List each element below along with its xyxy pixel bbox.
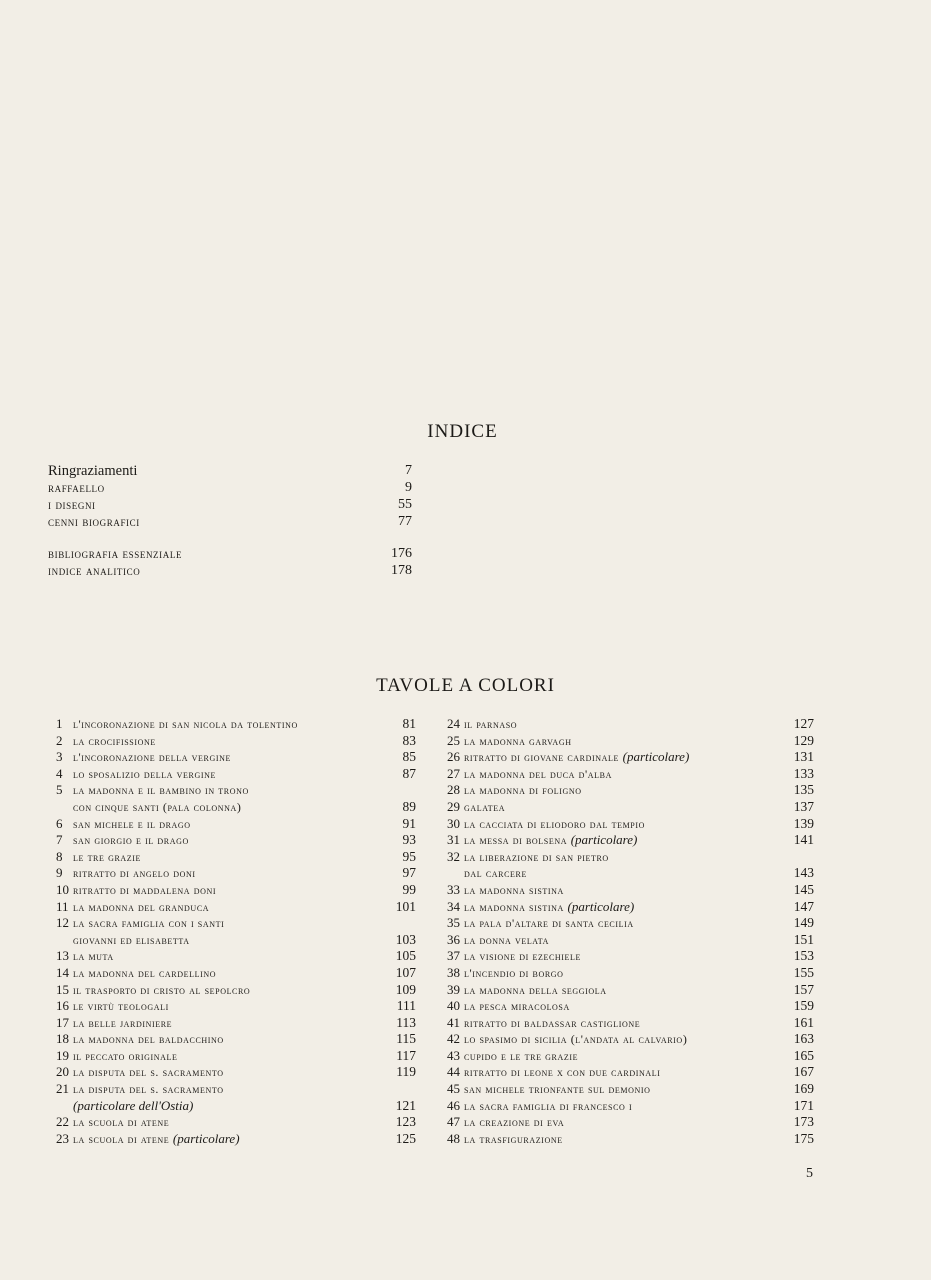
plate-number: 4 — [56, 765, 63, 781]
plate-entry — [447, 1081, 814, 1098]
plate-page: 157 — [793, 981, 814, 997]
plate-page: 147 — [793, 898, 814, 914]
plate-number: 40 — [447, 998, 460, 1014]
plate-title — [464, 915, 774, 932]
plate-entry — [56, 982, 416, 999]
plate-page: 107 — [395, 964, 416, 980]
plate-title-text: la scuola di atene — [73, 1131, 170, 1146]
plate-entry — [447, 1131, 814, 1148]
plate-number: 26 — [447, 749, 460, 765]
plate-page: 85 — [402, 749, 416, 765]
plate-entry — [447, 749, 814, 766]
plate-number: 16 — [56, 998, 69, 1014]
plate-title-text: galatea — [464, 799, 506, 814]
plate-page: 161 — [793, 1014, 814, 1030]
plate-title — [464, 998, 774, 1015]
plate-number: 3 — [56, 749, 63, 765]
plate-number: 41 — [447, 1014, 460, 1030]
plate-number: 2 — [56, 732, 63, 748]
index-entry-label: bibliografia essenziale — [48, 546, 183, 561]
plate-entry — [447, 1114, 814, 1131]
plate-page: 103 — [395, 931, 416, 947]
plate-number: 6 — [56, 815, 63, 831]
plate-number: 35 — [447, 915, 460, 931]
plate-title — [464, 1031, 774, 1048]
plate-entry — [447, 716, 814, 733]
plate-title-text: la sacra famiglia di francesco i — [464, 1098, 633, 1113]
plate-entry — [447, 932, 814, 949]
plate-number: 47 — [447, 1114, 460, 1130]
plate-title-text: ritratto di maddalena doni — [73, 882, 217, 897]
plate-title — [73, 766, 376, 783]
plate-entry — [447, 1064, 814, 1081]
plate-title — [464, 948, 774, 965]
plate-title — [464, 982, 774, 999]
plate-title — [73, 1064, 376, 1081]
plate-title-text: le tre grazie — [73, 849, 142, 864]
index-entry — [48, 562, 412, 579]
plate-title-text: la madonna del cardellino — [73, 965, 217, 980]
plate-page: 173 — [793, 1114, 814, 1130]
plate-page: 101 — [395, 898, 416, 914]
plate-title-text: la madonna garvagh — [464, 733, 572, 748]
plate-title-text: la madonna sistina — [464, 882, 564, 897]
plate-entry — [447, 948, 814, 965]
plate-entry — [56, 766, 416, 783]
plate-title-text: cupido e le tre grazie — [464, 1048, 579, 1063]
plate-title-line2-italic: (particolare dell'Ostia) — [73, 1097, 194, 1113]
plate-entry — [56, 849, 416, 866]
plate-entry — [447, 899, 814, 916]
plate-entry — [56, 899, 416, 916]
plate-number: 42 — [447, 1031, 460, 1047]
plate-number: 29 — [447, 798, 460, 814]
plate-title-text: la donna velata — [464, 932, 550, 947]
plate-entry — [447, 1015, 814, 1032]
plate-title — [464, 849, 774, 882]
plate-number: 12 — [56, 915, 69, 931]
plate-title — [73, 1031, 376, 1048]
plate-title-text: la disputa del s. sacramento — [73, 1082, 224, 1097]
plate-number: 7 — [56, 832, 63, 848]
plate-number: 13 — [56, 948, 69, 964]
index-entry — [48, 545, 412, 562]
plate-number: 15 — [56, 981, 69, 997]
plate-page: 121 — [395, 1097, 416, 1113]
plate-title — [73, 749, 376, 766]
plate-title-text: la liberazione di san pietro — [464, 849, 609, 864]
plate-title-text: ritratto di leone x con due cardinali — [464, 1065, 661, 1080]
plate-number: 30 — [447, 815, 460, 831]
plate-number: 22 — [56, 1114, 69, 1130]
index-entry-page: 9 — [405, 480, 412, 495]
plate-page: 95 — [402, 848, 416, 864]
plate-title-text: la trasfigurazione — [464, 1131, 563, 1146]
plate-title — [464, 749, 774, 766]
plate-entry — [56, 1015, 416, 1032]
plate-title — [73, 915, 376, 948]
plate-entry — [56, 1048, 416, 1065]
plate-number: 25 — [447, 732, 460, 748]
plate-title — [464, 799, 774, 816]
index-entry-page: 178 — [391, 563, 412, 578]
plate-entry — [447, 766, 814, 783]
plate-entry — [56, 733, 416, 750]
plate-title — [464, 1064, 774, 1081]
plate-title-text: la messa di bolsena — [464, 833, 568, 848]
plate-title-text: la madonna della seggiola — [464, 982, 607, 997]
plate-page: 149 — [793, 915, 814, 931]
index-entry — [48, 513, 412, 530]
plate-page: 91 — [402, 815, 416, 831]
plate-title-text: il peccato originale — [73, 1048, 178, 1063]
plate-number: 23 — [56, 1130, 69, 1146]
plate-title — [73, 865, 376, 882]
plate-title-text: lo sposalizio della vergine — [73, 766, 216, 781]
plate-page: 137 — [793, 798, 814, 814]
plate-page: 123 — [395, 1114, 416, 1130]
plate-title-text: san michele e il drago — [73, 816, 191, 831]
plate-page: 165 — [793, 1047, 814, 1063]
index-entry — [48, 479, 412, 496]
plate-title-text: la madonna sistina — [464, 899, 564, 914]
plate-title — [464, 1114, 774, 1131]
plate-title-italic: (particolare) — [172, 1130, 240, 1146]
plate-number: 17 — [56, 1014, 69, 1030]
plate-entry — [447, 915, 814, 932]
plate-title — [73, 849, 376, 866]
plate-number: 18 — [56, 1031, 69, 1047]
plate-title — [73, 1015, 376, 1032]
index-entry-page: 55 — [398, 497, 412, 512]
plate-entry — [447, 882, 814, 899]
plate-page: 153 — [793, 948, 814, 964]
plate-page: 167 — [793, 1064, 814, 1080]
plate-title — [73, 1131, 376, 1148]
plate-page: 99 — [402, 881, 416, 897]
plate-title-text: la scuola di atene — [73, 1115, 170, 1130]
plate-page: 133 — [793, 765, 814, 781]
plate-title-text: l'incendio di borgo — [464, 965, 564, 980]
plate-page: 129 — [793, 732, 814, 748]
plate-number: 1 — [56, 716, 63, 731]
plate-number: 14 — [56, 964, 69, 980]
plate-title-text: la madonna di foligno — [464, 783, 582, 798]
plate-entry — [56, 998, 416, 1015]
plates-list-right — [447, 716, 814, 1147]
plate-page: 111 — [396, 998, 416, 1014]
plate-page: 127 — [793, 716, 814, 731]
plate-number: 28 — [447, 782, 460, 798]
plate-number: 24 — [447, 716, 460, 731]
plate-title — [73, 948, 376, 965]
plate-title-text: la visione di ezechiele — [464, 949, 581, 964]
plate-page: 115 — [396, 1031, 416, 1047]
plates-list-left — [56, 716, 416, 1147]
index-entry-label: raffaello — [48, 480, 105, 495]
plate-title — [73, 1048, 376, 1065]
plate-page: 117 — [396, 1047, 416, 1063]
plate-title — [464, 816, 774, 833]
plate-entry — [56, 915, 416, 948]
plate-entry — [447, 799, 814, 816]
plate-number: 10 — [56, 881, 69, 897]
plate-title — [464, 1081, 774, 1098]
plate-title-text: la pesca miracolosa — [464, 999, 570, 1014]
plate-number: 8 — [56, 848, 63, 864]
plate-title-text: le virtù teologali — [73, 999, 169, 1014]
plate-page: 171 — [793, 1097, 814, 1113]
plate-title-line2: dal carcere — [464, 866, 527, 881]
plate-number: 19 — [56, 1047, 69, 1063]
plate-title-text: il parnaso — [464, 717, 518, 731]
plate-title-text: il trasporto di cristo al sepolcro — [73, 982, 251, 997]
plate-title — [464, 733, 774, 750]
plate-title — [73, 882, 376, 899]
plate-title — [73, 1081, 376, 1114]
plate-entry — [56, 965, 416, 982]
plate-number: 37 — [447, 948, 460, 964]
plate-number: 44 — [447, 1064, 460, 1080]
plate-number: 36 — [447, 931, 460, 947]
plate-title-text: la sacra famiglia con i santi — [73, 916, 225, 931]
plate-page: 151 — [793, 931, 814, 947]
plate-page: 155 — [793, 964, 814, 980]
plate-page: 135 — [793, 782, 814, 798]
plate-number: 38 — [447, 964, 460, 980]
plates-title: TAVOLE A COLORI — [376, 675, 555, 696]
plate-title — [464, 1098, 774, 1115]
plate-entry — [56, 948, 416, 965]
plate-title-text: la cacciata di eliodoro dal tempio — [464, 816, 645, 831]
plate-page: 169 — [793, 1081, 814, 1097]
index-entry-page: 7 — [405, 463, 412, 478]
plate-title — [464, 965, 774, 982]
plate-entry — [56, 1031, 416, 1048]
plate-number: 46 — [447, 1097, 460, 1113]
plate-page: 105 — [395, 948, 416, 964]
index-entry-page: 77 — [398, 514, 412, 529]
plate-entry — [56, 1064, 416, 1081]
plate-page: 113 — [396, 1014, 416, 1030]
plate-page: 83 — [402, 732, 416, 748]
plate-number: 32 — [447, 848, 460, 864]
plate-title-text: l'incoronazione della vergine — [73, 750, 231, 765]
plate-title-italic: (particolare) — [567, 898, 635, 914]
plate-entry — [447, 1048, 814, 1065]
page-number: 5 — [806, 1166, 813, 1181]
plate-entry — [447, 1098, 814, 1115]
plate-page: 139 — [793, 815, 814, 831]
plate-title — [464, 932, 774, 949]
index-entry-label: Ringraziamenti — [48, 463, 138, 479]
plate-title-text: la muta — [73, 949, 114, 964]
plate-title-text: la madonna del granduca — [73, 899, 210, 914]
plate-entry — [447, 816, 814, 833]
plate-page: 141 — [793, 832, 814, 848]
plate-title-text: san michele trionfante sul demonio — [464, 1082, 651, 1097]
plate-title — [73, 816, 376, 833]
plate-page: 163 — [793, 1031, 814, 1047]
plate-title-text: ritratto di giovane cardinale — [464, 750, 619, 765]
plate-title — [464, 832, 774, 849]
plate-title — [464, 782, 774, 799]
plate-page: 145 — [793, 881, 814, 897]
plate-page: 87 — [402, 765, 416, 781]
plate-title — [464, 766, 774, 783]
index-entry — [48, 496, 412, 513]
plate-entry — [56, 1131, 416, 1148]
plate-title-text: la madonna del duca d'alba — [464, 766, 612, 781]
plate-entry — [56, 832, 416, 849]
plate-entry — [56, 1081, 416, 1114]
plate-title — [73, 899, 376, 916]
plate-title — [73, 965, 376, 982]
plate-entry — [56, 782, 416, 815]
plate-title — [464, 1048, 774, 1065]
plate-number: 5 — [56, 782, 63, 798]
plate-entry — [447, 733, 814, 750]
plate-page: 119 — [396, 1064, 416, 1080]
index-list — [48, 462, 412, 579]
plate-number: 43 — [447, 1047, 460, 1063]
plate-entry — [447, 832, 814, 849]
plate-entry — [56, 1114, 416, 1131]
plate-page: 93 — [402, 832, 416, 848]
plate-entry — [447, 965, 814, 982]
plate-title — [73, 982, 376, 999]
plate-number: 31 — [447, 832, 460, 848]
plate-title — [464, 882, 774, 899]
plate-entry — [447, 982, 814, 999]
plate-title — [464, 899, 774, 916]
plate-number: 34 — [447, 898, 460, 914]
plate-title-text: la disputa del s. sacramento — [73, 1065, 224, 1080]
plate-number: 48 — [447, 1130, 460, 1146]
plate-page: 159 — [793, 998, 814, 1014]
plate-title-text: la creazione di eva — [464, 1115, 565, 1130]
plate-title-text: la crocifissione — [73, 733, 156, 748]
plate-title-text: la madonna e il bambino in trono — [73, 783, 249, 798]
plate-title-text: ritratto di angelo doni — [73, 866, 196, 881]
index-entry — [48, 462, 412, 479]
plate-title-text: ritratto di baldassar castiglione — [464, 1015, 641, 1030]
plate-title-italic: (particolare) — [570, 832, 638, 848]
plate-title — [464, 716, 774, 733]
plate-page: 109 — [395, 981, 416, 997]
plate-entry — [56, 749, 416, 766]
plate-page: 143 — [793, 865, 814, 881]
plate-entry — [56, 865, 416, 882]
plate-title — [73, 782, 376, 815]
plate-title-line2: con cinque santi (pala colonna) — [73, 799, 242, 814]
index-spacer — [48, 530, 412, 545]
plate-number: 9 — [56, 865, 63, 881]
plate-title — [464, 1131, 774, 1148]
plate-number: 39 — [447, 981, 460, 997]
plate-title-line2: giovanni ed elisabetta — [73, 932, 190, 947]
plate-title-text: la belle jardiniere — [73, 1015, 173, 1030]
plate-title — [73, 733, 376, 750]
plate-entry — [447, 849, 814, 882]
index-entry-label: cenni biografici — [48, 514, 140, 529]
index-entry-label: i disegni — [48, 497, 96, 512]
plate-entry — [56, 816, 416, 833]
plate-title — [73, 998, 376, 1015]
plate-entry — [447, 782, 814, 799]
plate-page: 97 — [402, 865, 416, 881]
plate-title — [73, 1114, 376, 1131]
plate-page: 131 — [793, 749, 814, 765]
plate-page: 175 — [793, 1130, 814, 1146]
plate-title — [73, 832, 376, 849]
index-title: INDICE — [427, 421, 498, 442]
plate-title — [464, 1015, 774, 1032]
plate-title-text: san giorgio e il drago — [73, 833, 189, 848]
plate-page: 89 — [402, 798, 416, 814]
plate-number: 33 — [447, 881, 460, 897]
plate-entry — [447, 998, 814, 1015]
plate-title-text: l'incoronazione di san nicola da tolentino — [73, 717, 298, 731]
plate-number: 27 — [447, 765, 460, 781]
plate-entry — [56, 716, 416, 733]
plate-title-italic: (particolare) — [622, 749, 690, 765]
plate-title — [73, 716, 376, 733]
plate-page: 125 — [395, 1130, 416, 1146]
plate-title-text: la pala d'altare di santa cecilia — [464, 916, 634, 931]
plate-number: 21 — [56, 1081, 69, 1097]
plate-title-text: lo spasimo di sicilia (l'andata al calvario) — [464, 1032, 688, 1047]
plate-title-text: la madonna del baldacchino — [73, 1032, 224, 1047]
plate-number: 20 — [56, 1064, 69, 1080]
plate-page: 81 — [402, 716, 416, 731]
plate-entry — [56, 882, 416, 899]
index-entry-label: indice analitico — [48, 563, 141, 578]
plate-number: 45 — [447, 1081, 460, 1097]
index-entry-page: 176 — [391, 546, 412, 561]
plate-entry — [447, 1031, 814, 1048]
plate-number: 11 — [56, 898, 69, 914]
